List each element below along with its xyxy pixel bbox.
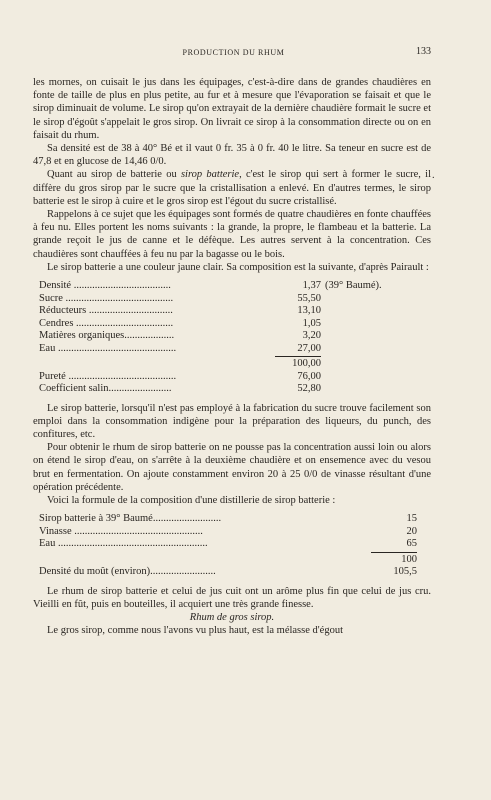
paragraph-6: Le sirop batterie, lorsqu'il n'est pas employé à la fabrication du sucre trouve facilement son emploi dans la consommation indigène pour la préparation des liqueurs, du punch, des confitures, etc. — [33, 402, 431, 440]
sum-rule — [371, 552, 417, 553]
row-label: Vinasse ................................................. — [39, 525, 203, 537]
row-value: 52,80 — [297, 383, 321, 395]
paragraph-3-start: Quant au sirop de batterie ou — [47, 169, 181, 181]
row-value: 13,10 — [297, 305, 321, 317]
row-label: Réducteurs ................................ — [39, 305, 173, 317]
row-value: 3,20 — [302, 330, 321, 342]
table-row — [39, 330, 425, 343]
table-row — [39, 343, 425, 356]
paragraph-9: Le rhum de sirop batterie et celui de jus cuit ont un arôme plus fin que celui de jus cru. Vieilli en fût, puis en bouteilles, il acquiert une très grande finesse. — [33, 585, 431, 610]
paragraph-8: Voici la formule de la composition d'une distillerie de sirop batterie : — [47, 494, 336, 506]
total-value: 100,00 — [292, 358, 321, 370]
paragraph-3-emphasis: sirop batterie — [180, 169, 240, 181]
row-label: Densité ..................................... — [39, 280, 171, 292]
paragraph-7: Pour obtenir le rhum de sirop batterie on ne pousse pas la concentration aussi loin ou alors on étend le sirop d'eau, on s'arrête à la deuxième chaudière et on ensemence avec du vesou brut en fermentation. On ajoute constamment environ 20 à 25 0/0 de vinasse résultant d'une opération précédente. — [33, 442, 431, 493]
row-value: 27,00 — [297, 342, 321, 354]
page-body — [33, 76, 431, 637]
table-total-row — [39, 554, 425, 567]
table-row — [39, 538, 425, 551]
row-value: 76,00 — [297, 370, 321, 382]
distillery-formula-table — [39, 513, 425, 579]
row-value: 15 — [406, 513, 417, 525]
paragraph-1: les mornes, on cuisait le jus dans les équipages, c'est-à-dire dans de grandes chaudières en fonte de taille de plus en plus petite, au fur et à mesure que l'évaporation se faisait et que le sirop diminuait de volume. Le sirop qu'on extrayait de la dernière chaudière formait le sucre et le sirop d'égoût s'appelait le gros sirop. On livrait ce sirop à la consommation directe ou on en faisait du rhum. — [33, 77, 431, 141]
section-subheading: Rhum de gros sirop. — [189, 612, 275, 624]
row-label: Eau ......................................................... — [39, 538, 208, 550]
table-row — [39, 566, 425, 579]
row-label: Pureté ......................................... — [39, 370, 177, 382]
row-value: 1,37 — [302, 280, 321, 292]
row-label: Sucre ......................................... — [39, 292, 174, 304]
table-row — [39, 318, 425, 331]
paragraph-3-end: , c'est le sirop qui sert à former le sucre, il diffère du gros sirop par le sucre que la cristallisation a enlevé. En d'autres termes, le sirop batterie est le sirop à cuire et le gros sirop est l'égout du sucre cristallisé. — [33, 169, 431, 207]
row-value: 65 — [406, 538, 417, 550]
row-extra: (39° Baumé). — [325, 280, 382, 292]
paragraph-2: Sa densité est de 38 à 40° Bé et il vaut 0 fr. 35 à 0 fr. 40 le litre. Sa teneur en sucre est de 47,8 et en glucose de 14,46 0/0. — [33, 143, 431, 168]
table-row — [39, 513, 425, 526]
row-value: 1,05 — [302, 317, 321, 329]
margin-mark: · — [431, 173, 435, 184]
row-value: 105,5 — [393, 566, 417, 578]
row-label: Densité du moût (environ)......................... — [39, 566, 216, 578]
paragraph-4: Rappelons à ce sujet que les équipages sont formés de quatre chaudières en fonte chauffées à feu nu. Elles portent les noms suivants : la grande, la propre, le flambeau et la batterie. La grande reçoit le jus de canne et le défèque. Les autres servent à la concentration. Ces chaudières sont chauffées à feu nu par la bagasse ou le bois. — [33, 209, 431, 260]
table-row — [39, 371, 425, 384]
row-label: Sirop batterie à 39° Baumé.......................... — [39, 513, 222, 525]
composition-table — [39, 280, 425, 396]
sum-rule — [275, 356, 321, 357]
table-row — [39, 280, 425, 293]
table-total-row — [39, 358, 425, 371]
row-label: Matières organiques................... — [39, 330, 175, 342]
row-value: 55,50 — [297, 292, 321, 304]
row-label: Coefficient salin........................ — [39, 383, 172, 395]
paragraph-3 — [33, 168, 431, 208]
total-value: 100 — [401, 553, 417, 565]
row-label: Cendres ..................................... — [39, 317, 174, 329]
table-row — [39, 293, 425, 306]
paragraph-10: Le gros sirop, comme nous l'avons vu plus haut, est la mélasse d'égout — [47, 625, 343, 637]
row-label: Eau ............................................. — [39, 342, 177, 354]
table-row — [39, 383, 425, 396]
running-title: PRODUCTION DU RHUM — [182, 48, 285, 57]
table-row — [39, 305, 425, 318]
page-number: 133 — [416, 46, 431, 57]
paragraph-5: Le sirop batterie a une couleur jaune clair. Sa composition est la suivante, d'après Pairault : — [47, 261, 429, 273]
row-value: 20 — [406, 525, 417, 537]
table-row — [39, 526, 425, 539]
